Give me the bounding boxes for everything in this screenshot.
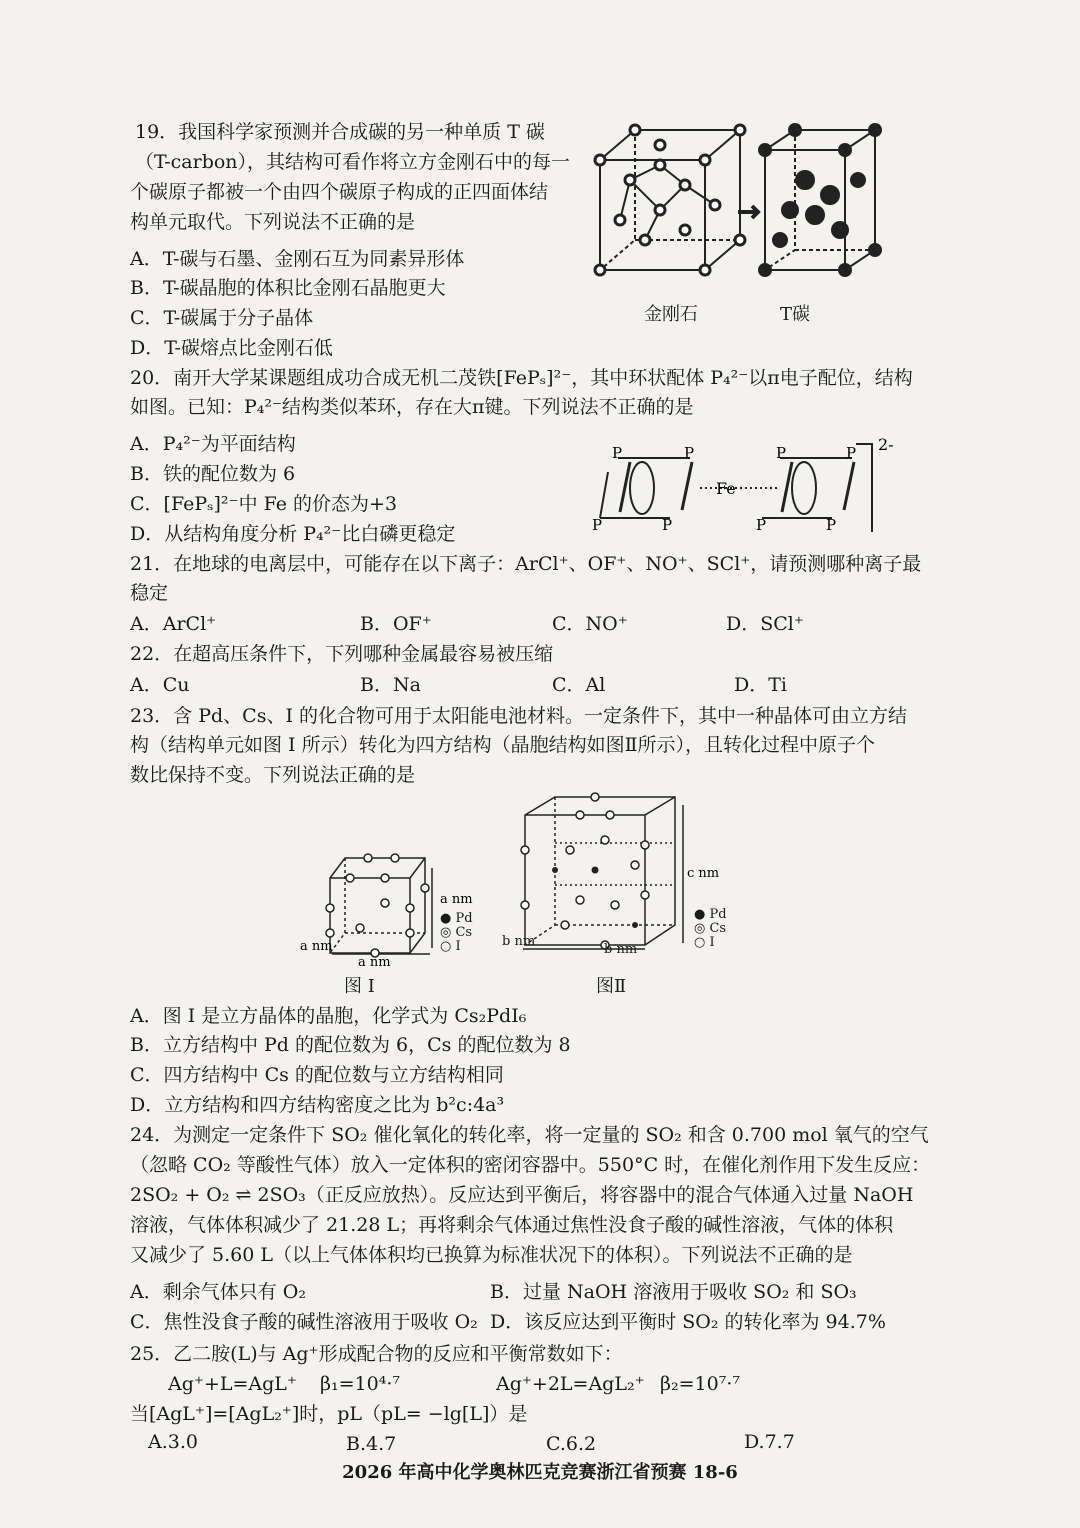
q25-equation-2: Ag⁺+2L=AgL₂⁺ — [496, 1373, 645, 1395]
atom-p-7: P — [756, 516, 767, 534]
q24-option-d: D．该反应达到平衡时 SO₂ 的转化率为 94.7% — [490, 1311, 886, 1333]
atom-p-2: P — [684, 444, 695, 462]
q20-option-a: A．P₄²⁻为平面结构 — [130, 433, 296, 455]
q22-option-b: B．Na — [360, 674, 421, 696]
q25-constant-1: β₁=10⁴·⁷ — [320, 1373, 400, 1395]
q25-constant-2: β₂=10⁷·⁷ — [660, 1373, 740, 1395]
legend-cs-2: ◎ Cs — [694, 921, 727, 936]
legend-pd: ● Pd — [440, 911, 473, 926]
q25-option-d: D.7.7 — [744, 1431, 795, 1453]
q23-option-b: B．立方结构中 Pd 的配位数为 6，Cs 的配位数为 8 — [130, 1034, 571, 1056]
page-footer: 2026 年高中化学奥林匹克竞赛浙江省预赛 18-6 — [342, 1462, 738, 1483]
q19-option-a: A．T-碳与石墨、金刚石互为同素异形体 — [130, 248, 465, 270]
q22-stem: 22．在超高压条件下，下列哪种金属最容易被压缩 — [130, 643, 554, 665]
fig2-legend — [694, 908, 727, 950]
q24-stem-line-3: 2SO₂ + O₂ ⇌ 2SO₃（正反应放热）。反应达到平衡后，将容器中的混合气体通入过量 NaOH — [130, 1184, 914, 1206]
q19-option-d: D．T-碳熔点比金刚石低 — [130, 337, 333, 359]
atom-p-3: P — [592, 516, 603, 534]
q22-option-a: A．Cu — [130, 674, 190, 696]
fig1-legend — [440, 912, 473, 954]
q23-stem-line-1: 23．含 Pd、Cs、I 的化合物可用于太阳能电池材料。一定条件下，其中一种晶体可由立方结 — [130, 705, 907, 727]
q21-option-c: C．NO⁺ — [552, 613, 628, 635]
q25-stem-line-1: 25．乙二胺(L)与 Ag⁺形成配合物的反应和平衡常数如下： — [130, 1343, 623, 1365]
complex-charge: 2- — [878, 435, 894, 454]
q19-option-c: C．T-碳属于分子晶体 — [130, 307, 314, 329]
q23-option-c: C．四方结构中 Cs 的配位数与立方结构相同 — [130, 1064, 504, 1086]
legend-i-2: ○ I — [694, 935, 715, 950]
t-carbon-label: T碳 — [780, 304, 811, 325]
q19-stem-line-4: 构单元取代。下列说法不正确的是 — [130, 211, 416, 233]
q23-option-d: D．立方结构和四方结构密度之比为 b²c:4a³ — [130, 1094, 505, 1116]
q24-option-b: B．过量 NaOH 溶液用于吸收 SO₂ 和 SO₃ — [490, 1281, 857, 1303]
legend-i: ○ I — [440, 939, 461, 954]
fig1-edge-a-vertical: a nm — [440, 892, 473, 907]
atom-p-6: P — [846, 444, 857, 462]
q25-option-a: A.3.0 — [148, 1431, 198, 1453]
q24-stem-line-4: 溶液，气体体积减少了 21.28 L；再将剩余气体通过焦性没食子酸的碱性溶液，气体的体积 — [130, 1214, 894, 1236]
q20-stem-line-2: 如图。已知：P₄²⁻结构类似苯环，存在大π键。下列说法不正确的是 — [130, 396, 694, 418]
fig1-edge-a-depth: a nm — [300, 939, 333, 954]
q20-option-c: C．[FePₛ]²⁻中 Fe 的价态为+3 — [130, 493, 398, 515]
q21-stem-line-1: 21．在地球的电离层中，可能存在以下离子：ArCl⁺、OF⁺、NO⁺、SCl⁺，请预测哪种离子最 — [130, 553, 922, 575]
fig2-edge-b-horizontal: b nm — [604, 942, 638, 957]
q21-option-b: B．OF⁺ — [360, 613, 432, 635]
q20-option-d: D．从结构角度分析 P₄²⁻比白磷更稳定 — [130, 523, 456, 545]
q24-stem-line-2: （忽略 CO₂ 等酸性气体）放入一定体积的密闭容器中。550°C 时，在催化剂作用下发生反应： — [130, 1154, 931, 1176]
q24-option-c: C．焦性没食子酸的碱性溶液用于吸收 O₂ — [130, 1311, 478, 1333]
atom-p-5: P — [776, 444, 787, 462]
q20-option-b: B．铁的配位数为 6 — [130, 463, 296, 485]
fig2-edge-c: c nm — [687, 866, 720, 881]
q19-stem-line-1: 19．我国科学家预测并合成碳的另一种单质 T 碳 — [135, 121, 545, 143]
q19-stem-line-2: （T-carbon），其结构可看作将立方金刚石中的每一 — [135, 151, 571, 173]
atom-p-4: P — [662, 516, 673, 534]
fig1-caption: 图 I — [344, 976, 375, 997]
q21-option-d: D．SCl⁺ — [726, 613, 804, 635]
q25-option-c: C.6.2 — [546, 1433, 597, 1455]
q23-stem-line-3: 数比保持不变。下列说法正确的是 — [130, 764, 416, 786]
fig2-caption: 图Ⅱ — [596, 976, 627, 997]
atom-p-8: P — [826, 516, 837, 534]
q22-option-c: C．Al — [552, 674, 606, 696]
q22-option-d: D．Ti — [734, 674, 787, 696]
q25-equation-1: Ag⁺+L=AgL⁺ — [168, 1373, 297, 1395]
q19-stem-line-3: 个碳原子都被一个由四个碳原子构成的正四面体结 — [130, 181, 549, 203]
legend-cs: ◎ Cs — [440, 925, 473, 940]
q25-option-b: B.4.7 — [346, 1433, 397, 1455]
ferrocene-structure-figure — [590, 432, 910, 542]
q23-option-a: A．图 I 是立方晶体的晶胞，化学式为 Cs₂PdI₆ — [130, 1005, 527, 1027]
q23-stem-line-2: 构（结构单元如图 I 所示）转化为四方结构（晶胞结构如图Ⅱ所示），且转化过程中原子个 — [130, 734, 876, 756]
atom-fe: Fe — [716, 479, 736, 498]
fig2-edge-b-depth: b nm — [502, 934, 536, 949]
t-carbon-cell-diagram — [759, 124, 881, 276]
fig1-edge-a-horizontal: a nm — [358, 955, 391, 970]
atom-p-1: P — [612, 444, 623, 462]
q24-stem-line-1: 24．为测定一定条件下 SO₂ 催化氧化的转化率，将一定量的 SO₂ 和含 0.700 mol 氧气的空气 — [130, 1124, 929, 1146]
q24-option-a: A．剩余气体只有 O₂ — [130, 1281, 306, 1303]
diamond-cell-diagram — [595, 125, 745, 275]
q21-option-a: A．ArCl⁺ — [130, 613, 217, 635]
q19-option-b: B．T-碳晶胞的体积比金刚石晶胞更大 — [130, 277, 446, 299]
q21-stem-line-2: 稳定 — [130, 582, 169, 604]
q24-stem-line-5: 又减少了 5.60 L（以上气体体积均已换算为标准状况下的体积）。下列说法不正确的是 — [130, 1244, 853, 1266]
q25-stem-line-2: 当[AgL⁺]=[AgL₂⁺]时，pL（pL= −lg[L]）是 — [130, 1403, 528, 1425]
q20-stem-line-1: 20．南开大学某课题组成功合成无机二茂铁[FePₛ]²⁻，其中环状配体 P₄²⁻以π电子配位，结构 — [130, 367, 913, 389]
legend-pd-2: ● Pd — [694, 907, 727, 922]
diamond-label: 金刚石 — [644, 304, 698, 325]
q19-crystal-figure — [590, 120, 890, 290]
